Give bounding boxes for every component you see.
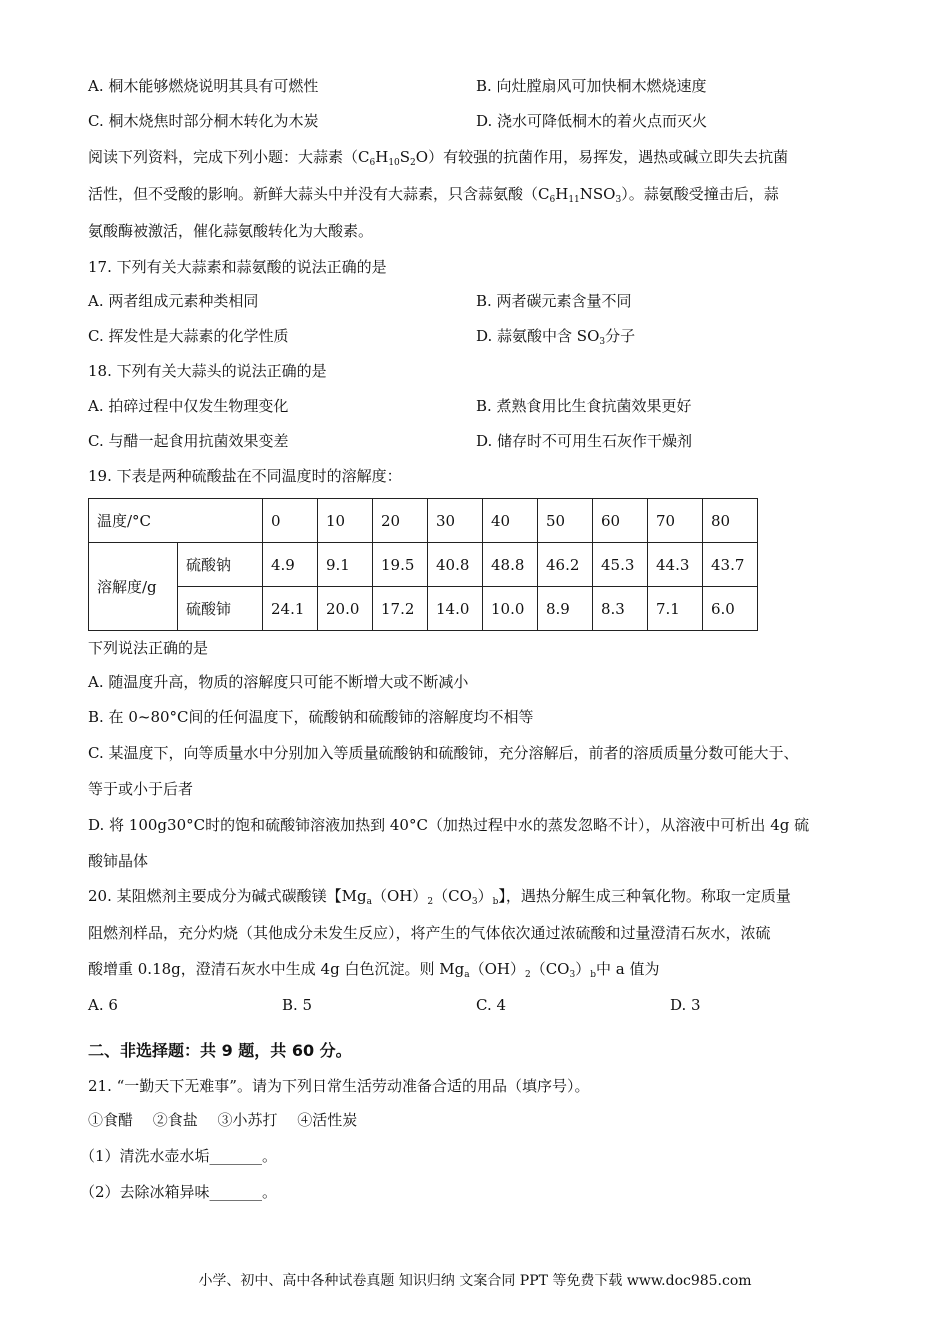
temp-cell: 0 bbox=[263, 499, 318, 543]
table-row bbox=[89, 543, 758, 587]
q20-stem-line3: 酸增重 0.18g，澄清石灰水中生成 4g 白色沉淀。则 $Mg_a(OH)_2(CO_3)_b$中 a 值为 bbox=[88, 960, 660, 980]
q20-option-d: D. 3 bbox=[670, 996, 701, 1014]
q20-option-a: A. 6 bbox=[88, 996, 118, 1014]
value-cell: 45.3 bbox=[593, 543, 648, 587]
temp-cell: 80 bbox=[703, 499, 758, 543]
temp-cell: 30 bbox=[428, 499, 483, 543]
q18-stem: 18. 下列有关大蒜头的说法正确的是 bbox=[88, 362, 327, 380]
value-cell: 8.9 bbox=[538, 587, 593, 631]
value-cell: 19.5 bbox=[373, 543, 428, 587]
q19-option-d-line1: D. 将 100g30°C时的饱和硫酸铈溶液加热到 40°C（加热过程中水的蒸发忽略不计），从溶液中可析出 4g 硫 bbox=[88, 816, 810, 834]
temp-header-cell: 温度/°C bbox=[89, 499, 263, 543]
q21-part-2: （2）去除冰箱异味_______。 bbox=[80, 1183, 278, 1201]
table-row bbox=[89, 499, 758, 543]
q19-option-c-line1: C. 某温度下，向等质量水中分别加入等质量硫酸钠和硫酸铈，充分溶解后，前者的溶质质量分数可能大于、 bbox=[88, 744, 799, 762]
q17-stem: 17. 下列有关大蒜素和蒜氨酸的说法正确的是 bbox=[88, 258, 387, 276]
q16-option-d: D. 浇水可降低桐木的着火点而灭火 bbox=[476, 112, 708, 130]
temp-cell: 10 bbox=[318, 499, 373, 543]
q20-stem-line2: 阻燃剂样品，充分灼烧（其他成分未发生反应），将产生的气体依次通过浓硫酸和过量澄清石灰水，浓硫 bbox=[88, 924, 771, 942]
solubility-header-cell: 溶解度/g bbox=[89, 543, 178, 631]
value-cell: 20.0 bbox=[318, 587, 373, 631]
q18-option-b: B. 煮熟食用比生食抗菌效果更好 bbox=[476, 397, 692, 415]
q17-option-b: B. 两者碳元素含量不同 bbox=[476, 292, 632, 310]
q21-part-1: （1）清洗水壶水垢_______。 bbox=[80, 1147, 278, 1165]
q16-option-b: B. 向灶膛扇风可加快桐木燃烧速度 bbox=[476, 77, 707, 95]
q21-items: ①食醋 ②食盐 ③小苏打 ④活性炭 bbox=[88, 1111, 358, 1129]
q20-option-b: B. 5 bbox=[282, 996, 313, 1014]
substance-name-cell: 硫酸钠 bbox=[178, 543, 263, 587]
reading-line-1: 阅读下列资料，完成下列小题：大蒜素$(C_6H_{10}S_2O)$有较强的抗菌作用，易挥发，遇热或碱立即失去抗菌 bbox=[88, 148, 789, 168]
q19-prompt: 下列说法正确的是 bbox=[88, 639, 209, 657]
q19-option-d-line2: 酸铈晶体 bbox=[88, 852, 149, 870]
value-cell: 48.8 bbox=[483, 543, 538, 587]
value-cell: 24.1 bbox=[263, 587, 318, 631]
value-cell: 8.3 bbox=[593, 587, 648, 631]
value-cell: 44.3 bbox=[648, 543, 703, 587]
reading-line-2: 活性，但不受酸的影响。新鲜大蒜头中并没有大蒜素，只含蒜氨酸$(C_6H_{11}NSO_3)$。蒜氨酸受撞击后，蒜 bbox=[88, 185, 779, 205]
value-cell: 46.2 bbox=[538, 543, 593, 587]
value-cell: 17.2 bbox=[373, 587, 428, 631]
value-cell: 40.8 bbox=[428, 543, 483, 587]
q21-stem: 21. “一勤天下无难事”。请为下列日常生活劳动准备合适的用品（填序号）。 bbox=[88, 1077, 590, 1095]
value-cell: 43.7 bbox=[703, 543, 758, 587]
table-row bbox=[89, 587, 758, 631]
value-cell: 9.1 bbox=[318, 543, 373, 587]
value-cell: 14.0 bbox=[428, 587, 483, 631]
q20-stem-line1: 20. 某阻燃剂主要成分为碱式碳酸镁【$Mg_a(OH)_2(CO_3)_b$】，遇热分解生成三种氧化物。称取一定质量 bbox=[88, 887, 791, 907]
reading-line-3: 氨酸酶被激活，催化蒜氨酸转化为大酸素。 bbox=[88, 222, 374, 240]
q18-option-c: C. 与醋一起食用抗菌效果变差 bbox=[88, 432, 289, 450]
value-cell: 7.1 bbox=[648, 587, 703, 631]
q18-option-a: A. 拍碎过程中仅发生物理变化 bbox=[88, 397, 289, 415]
value-cell: 10.0 bbox=[483, 587, 538, 631]
q16-option-a: A. 桐木能够燃烧说明其具有可燃性 bbox=[88, 77, 319, 95]
value-cell: 6.0 bbox=[703, 587, 758, 631]
q20-option-c: C. 4 bbox=[476, 996, 507, 1014]
page-footer: 小学、初中、高中各种试卷真题 知识归纳 文案合同 PPT 等免费下载 www.doc985.com bbox=[198, 1273, 752, 1289]
temp-cell: 50 bbox=[538, 499, 593, 543]
q16-option-c: C. 桐木烧焦时部分桐木转化为木炭 bbox=[88, 112, 319, 130]
q17-option-c: C. 挥发性是大蒜素的化学性质 bbox=[88, 327, 289, 345]
temp-cell: 20 bbox=[373, 499, 428, 543]
solubility-table bbox=[88, 498, 758, 631]
q19-option-b: B. 在 0~80°C间的任何温度下，硫酸钠和硫酸铈的溶解度均不相等 bbox=[88, 708, 534, 726]
substance-name-cell: 硫酸铈 bbox=[178, 587, 263, 631]
q19-stem: 19. 下表是两种硫酸盐在不同温度时的溶解度： bbox=[88, 467, 402, 485]
q17-option-d: D. 蒜氨酸中含 $SO_3$分子 bbox=[476, 327, 636, 347]
q18-option-d: D. 储存时不可用生石灰作干燥剂 bbox=[476, 432, 693, 450]
q19-option-c-line2: 等于或小于后者 bbox=[88, 780, 194, 798]
q19-option-a: A. 随温度升高，物质的溶解度只可能不断增大或不断减小 bbox=[88, 673, 469, 691]
temp-cell: 70 bbox=[648, 499, 703, 543]
section-heading: 二、非选择题：共 9 题，共 60 分。 bbox=[88, 1041, 352, 1060]
q17-option-a: A. 两者组成元素种类相同 bbox=[88, 292, 259, 310]
value-cell: 4.9 bbox=[263, 543, 318, 587]
temp-cell: 60 bbox=[593, 499, 648, 543]
temp-cell: 40 bbox=[483, 499, 538, 543]
